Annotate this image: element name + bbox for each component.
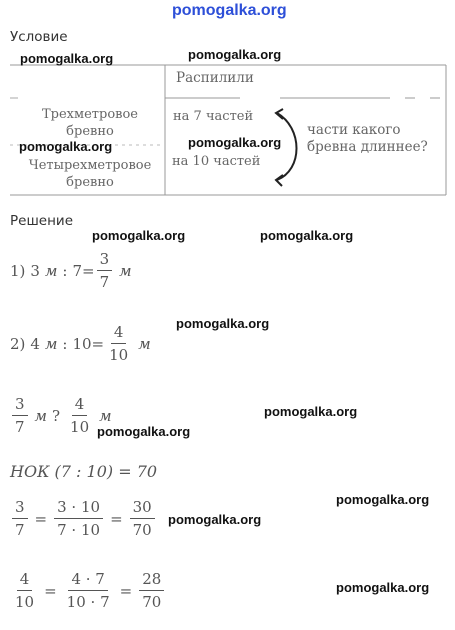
denominator: 10 [15, 593, 35, 611]
numerator: 3 [12, 395, 28, 416]
unit: м [99, 406, 112, 425]
numerator: 4 [17, 570, 33, 591]
row2-right-cell: на 10 частей [172, 154, 261, 169]
equals: = [82, 261, 95, 280]
fraction [54, 498, 103, 539]
step-number: 1) [10, 261, 26, 280]
watermark: pomogalka.org [188, 47, 282, 62]
solution-step-1 [10, 250, 132, 291]
step-number: 2) [10, 334, 26, 353]
site-logo-watermark: pomogalka.org [172, 2, 287, 19]
denominator: 70 [132, 521, 152, 539]
operator: : [62, 261, 68, 280]
question-text [307, 122, 437, 156]
conversion-row-1: $\frac{3}{7}$ = $\frac{3 \cdot 10}{7 \cdot 10}$ = $\frac{30}{70}$ [10, 498, 157, 539]
fraction [12, 498, 28, 539]
row2-left-text: Четырехметровое бревно [28, 158, 152, 190]
unit: м [138, 334, 151, 353]
watermark: pomogalka.org [336, 492, 430, 507]
numerator: 4 [72, 395, 88, 416]
watermark: pomogalka.org [20, 51, 114, 66]
fraction [97, 250, 113, 291]
denominator: 7 [15, 521, 25, 539]
unit: м [34, 406, 47, 425]
lcm-text: НОК (7 : 10) = 70 [10, 462, 158, 481]
solution-step-2 [10, 323, 151, 364]
denominator: 7 [15, 418, 25, 436]
question-mark: ? [51, 406, 61, 425]
unit: м [44, 261, 58, 280]
condition-heading: Условие [10, 29, 68, 45]
watermark: pomogalka.org [92, 228, 186, 243]
unit: м [44, 334, 58, 353]
divisor: 10 [72, 334, 92, 353]
watermark: pomogalka.org [168, 512, 262, 527]
numerator: 4 · 7 [68, 570, 107, 591]
watermark: pomogalka.org [336, 580, 430, 595]
numerator: 3 [97, 250, 113, 271]
operator: : [62, 334, 68, 353]
numerator: 30 [130, 498, 155, 519]
fraction [64, 570, 113, 611]
fraction [139, 570, 164, 611]
row1-left-text: Трехметровое бревно [41, 107, 138, 139]
row1-left-cell [20, 106, 160, 140]
numerator: 4 [111, 323, 127, 344]
watermark: pomogalka.org [260, 228, 354, 243]
watermark: pomogalka.org [264, 404, 358, 419]
question-label: части какого бревна длиннее? [307, 122, 428, 155]
dividend: 4 [30, 334, 40, 353]
watermark: pomogalka.org [19, 139, 113, 154]
lcm-line [10, 462, 157, 481]
fraction [106, 323, 131, 364]
denominator: 10 [70, 418, 90, 436]
unit: м [119, 261, 132, 280]
numerator: 3 · 10 [54, 498, 103, 519]
watermark: pomogalka.org [97, 424, 191, 439]
denominator: 10 [109, 346, 129, 364]
watermark: pomogalka.org [176, 316, 270, 331]
fraction [130, 498, 155, 539]
conversion-row-2: $\frac{4}{10}$ = $\frac{4 \cdot 7}{10 \cdot 7}$ = $\frac{28}{70}$ [10, 570, 166, 611]
table-header-sawed: Распилили [176, 70, 254, 86]
equals: = [91, 334, 105, 353]
row1-right-cell: на 7 частей [173, 109, 254, 124]
solution-heading: Решение [10, 213, 74, 229]
dividend: 3 [30, 261, 40, 280]
numerator: 28 [139, 570, 164, 591]
denominator: 10 · 7 [66, 593, 110, 611]
denominator: 7 [99, 273, 110, 291]
denominator: 7 · 10 [57, 521, 101, 539]
divisor: 7 [72, 261, 82, 280]
fraction [12, 570, 37, 611]
numerator: 3 [12, 498, 28, 519]
fraction [12, 395, 28, 436]
watermark: pomogalka.org [188, 135, 282, 150]
denominator: 70 [142, 593, 162, 611]
fraction [67, 395, 92, 436]
row2-left-cell [16, 157, 164, 191]
